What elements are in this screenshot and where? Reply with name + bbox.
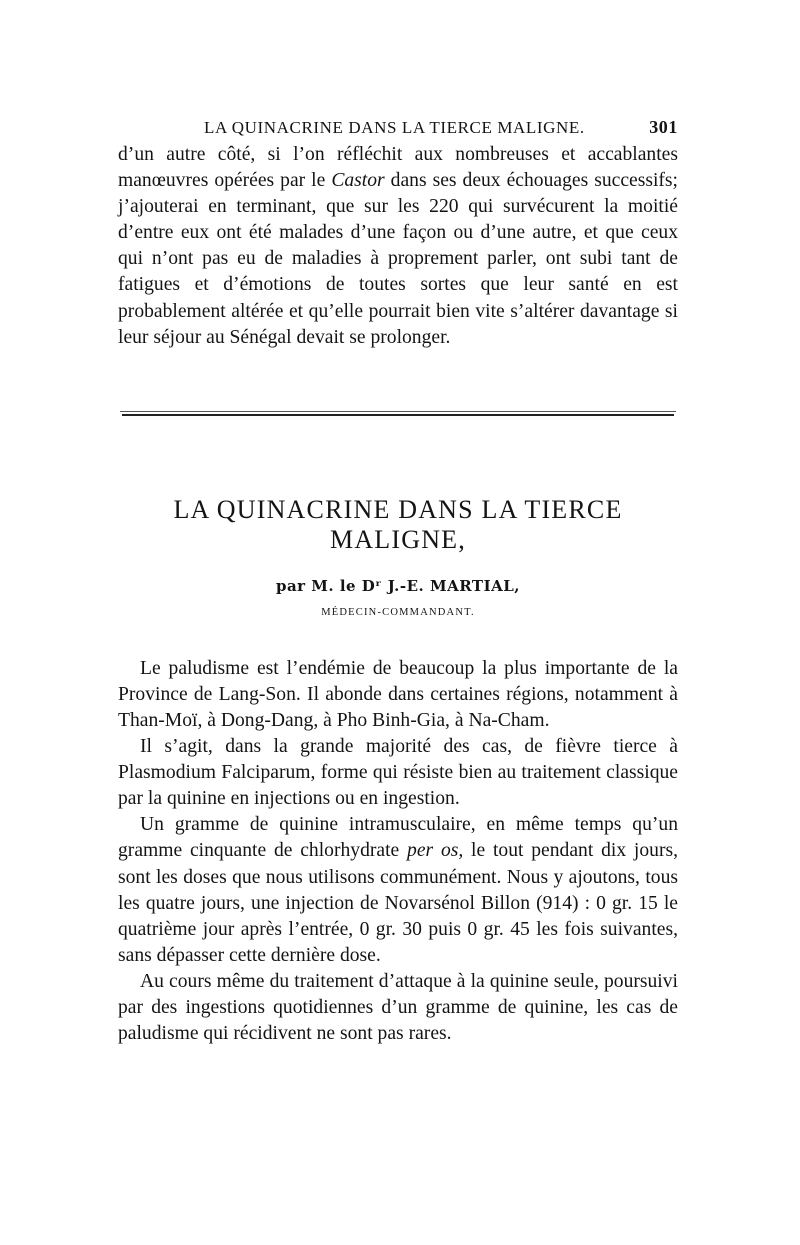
article-body bbox=[118, 656, 678, 1047]
author-affiliation: MÉDECIN-COMMANDANT. bbox=[321, 606, 475, 618]
paragraph-3-italic: per os, bbox=[407, 840, 464, 862]
running-header bbox=[118, 112, 678, 142]
divider-thick-line bbox=[122, 414, 674, 416]
section-divider bbox=[118, 407, 678, 427]
paragraph-3-text-a: Un gramme de quinine intramusculaire, en même temps qu’un gramme cinquante de chlorhydrate bbox=[118, 814, 678, 862]
body-paragraph-4: Au cours même du traitement d’attaque à la quinine seule, poursuivi par des ingestions quotidiennes d’un gramme de quinine, les cas de paludisme qui récidivent ne sont pas rares. bbox=[118, 970, 678, 1045]
document-page bbox=[118, 112, 678, 1047]
continued-text-a: d’un autre côté, si l’on réfléchit aux nombreuses et accablantes manœuvres opérées par le bbox=[118, 144, 678, 192]
body-paragraph-1: Le paludisme est l’endémie de beaucoup la plus importante de la Province de Lang-Son. Il abonde dans certaines régions, notamment à Than-Moï, à Dong-Dang, à Pho Binh-Gia, à Na-Cham. bbox=[118, 657, 678, 731]
page-number: 301 bbox=[649, 117, 678, 137]
article-byline: par M. le Dʳ J.-E. MARTIAL, bbox=[275, 576, 521, 595]
article-title: LA QUINACRINE DANS LA TIERCE MALIGNE, bbox=[173, 494, 623, 554]
paragraph-3-text-b: le tout pendant dix jours, sont les doses que nous utilisons communément. Nous y ajoutons, tous les quatre jours, une injection de Novarsénol Billon (914) : 0 gr. 15 le quatrième jour après l’entrée, 0 gr. 30 puis 0 gr. 45 les fois suivantes, sans dépasser cette dernière dose. bbox=[118, 840, 678, 966]
divider-thin-line bbox=[120, 411, 676, 412]
running-title: LA QUINACRINE DANS LA TIERCE MALIGNE. bbox=[204, 118, 585, 137]
ship-name: Castor bbox=[331, 170, 385, 192]
continued-paragraph bbox=[118, 142, 678, 351]
continued-text-b: dans ses deux échouages successifs; j’ajouterai en terminant, que sur les 220 qui survécurent la moitié d’entre eux ont été malades d’une façon ou d’une autre, et que ceux qui n’ont pas eu de maladies à proprement parler, ont subi tant de fatigues et d’émotions de toutes sortes que leur santé en est probablement altérée et qu’elle pourrait bien vite s’altérer davantage si leur séjour au Sénégal devait se prolonger. bbox=[118, 170, 678, 348]
body-paragraph-2: Il s’agit, dans la grande majorité des cas, de fièvre tierce à Plasmodium Falciparum, forme qui résiste bien au traitement classique par la quinine en injections ou en ingestion. bbox=[118, 736, 678, 810]
body-paragraph-3 bbox=[118, 812, 678, 969]
